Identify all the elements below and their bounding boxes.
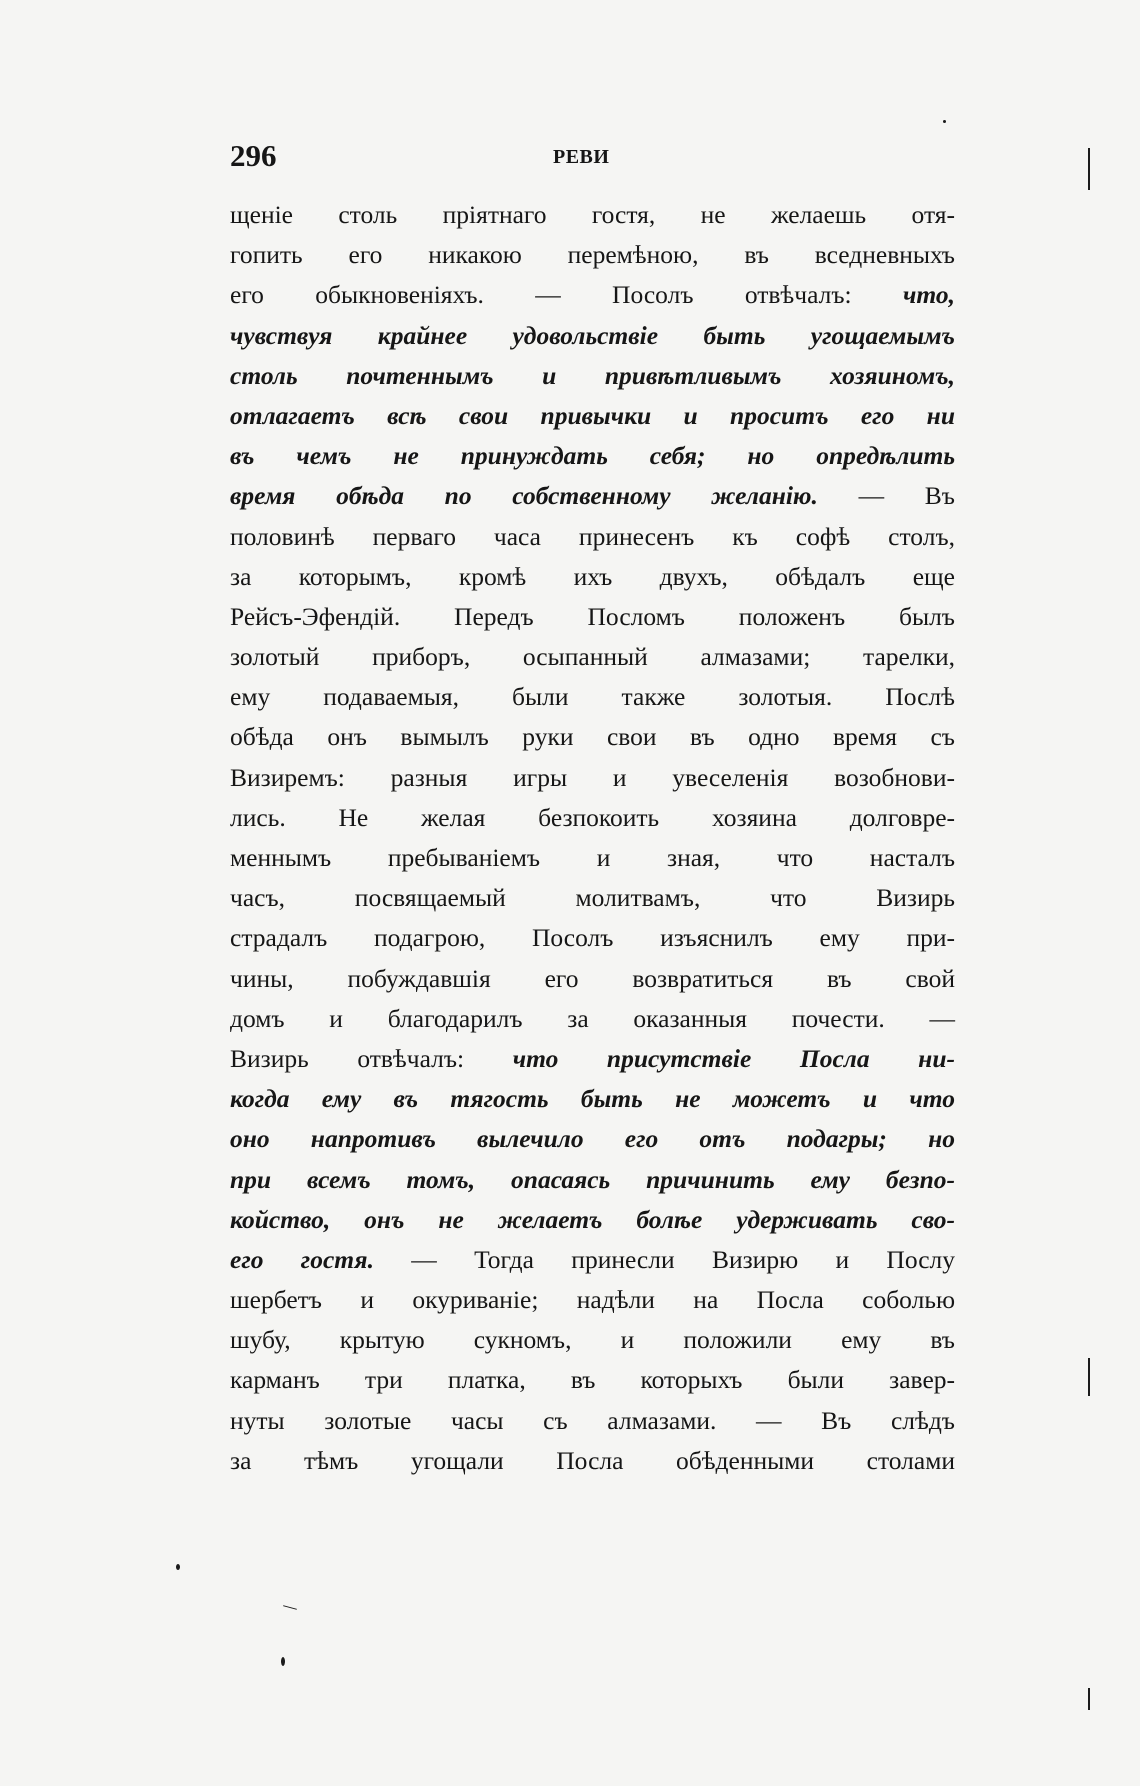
- scan-speck: [176, 1564, 180, 1570]
- italic-segment: при всемъ томъ, опасаясь причинить ему безпо-: [230, 1164, 955, 1194]
- page-number: 296: [230, 138, 277, 173]
- text-segment: нуты золотые часы съ алмазами. — Въ слѣдъ: [230, 1405, 955, 1435]
- text-segment: шербетъ и окуриваніе; надѣли на Посла соболью: [230, 1285, 955, 1315]
- text-line: [230, 597, 955, 637]
- text-line: [230, 798, 955, 838]
- text-line: [230, 1119, 955, 1159]
- text-segment: лись. Не желая безпокоить хозяина долговре-: [230, 802, 955, 832]
- text-segment: за тѣмъ угощали Посла обѣденными столами: [230, 1445, 955, 1475]
- text-line: [230, 717, 955, 757]
- text-line: [230, 1280, 955, 1320]
- body-text: [230, 195, 955, 1481]
- text-line: [230, 1079, 955, 1119]
- text-segment: половинѣ перваго часа принесенъ къ софѣ столъ,: [230, 521, 955, 551]
- italic-segment: время обѣда по собственному желанію.: [230, 481, 859, 511]
- running-head: РЕВИ: [553, 146, 610, 168]
- text-line: [230, 758, 955, 798]
- text-line: [230, 557, 955, 597]
- text-line: [230, 396, 955, 436]
- text-line: [230, 1320, 955, 1360]
- text-line: [230, 517, 955, 557]
- text-segment: страдалъ подагрою, Посолъ изъяснилъ ему при-: [230, 923, 955, 953]
- text-line: [230, 235, 955, 275]
- page-header: [230, 138, 955, 178]
- text-segment: шубу, крытую сукномъ, и положили ему въ: [230, 1325, 955, 1355]
- text-segment: щеніе столь пріятнаго гостя, не желаешь отя-: [230, 200, 955, 229]
- text-line: [230, 195, 955, 235]
- italic-segment: койство, онъ не желаетъ болѣе удерживать сво-: [230, 1204, 955, 1234]
- italic-segment: что,: [902, 280, 955, 310]
- text-segment: меннымъ пребываніемъ и зная, что насталъ: [230, 843, 955, 872]
- italic-segment: чувствуя крайнее удовольствіе быть угощаемымъ: [230, 320, 955, 350]
- text-line: [230, 1360, 955, 1400]
- italic-segment: въ чемъ не принуждать себя; но опредѣлить: [230, 441, 955, 471]
- text-segment: обѣда онъ вымылъ руки свои въ одно время съ: [230, 722, 955, 752]
- text-segment: карманъ три платка, въ которыхъ были завер-: [230, 1365, 955, 1395]
- text-line: [230, 838, 955, 878]
- text-segment: золотый приборъ, осыпанный алмазами; тарелки,: [230, 642, 955, 672]
- text-segment: Визирь отвѣчалъ:: [230, 1043, 513, 1073]
- text-segment: за которымъ, кромѣ ихъ двухъ, обѣдалъ еще: [230, 561, 955, 591]
- text-line: [230, 637, 955, 677]
- italic-segment: когда ему въ тягость быть не можетъ и что: [230, 1084, 955, 1114]
- text-line: [230, 1200, 955, 1240]
- text-line: [230, 275, 955, 315]
- italic-segment: что присутствіе Посла ни-: [512, 1043, 956, 1073]
- scan-mark: [1088, 148, 1090, 190]
- text-line: [230, 1160, 955, 1200]
- text-line: [230, 677, 955, 717]
- scan-mark: [1088, 1688, 1090, 1710]
- italic-segment: отлагаетъ всѣ свои привычки и проситъ его ни: [230, 400, 955, 430]
- text-line: [230, 356, 955, 396]
- text-line: [230, 918, 955, 958]
- text-segment: чины, побуждавшія его возвратиться въ свой: [230, 963, 955, 993]
- scan-mark: [1088, 1358, 1090, 1396]
- text-line: [230, 1039, 955, 1079]
- text-line: [230, 1441, 955, 1481]
- text-line: [230, 476, 955, 516]
- text-segment: гопить его никакою перемѣною, въ вседневныхъ: [230, 240, 955, 270]
- text-line: [230, 999, 955, 1039]
- italic-segment: оно напротивъ вылечило его отъ подагры; но: [230, 1124, 955, 1154]
- text-segment: домъ и благодарилъ за оказанныя почести. —: [230, 1003, 955, 1033]
- text-segment: ему подаваемыя, были также золотыя. Послѣ: [230, 682, 955, 712]
- text-segment: Визиремъ: разныя игры и увеселенія возобнови-: [230, 762, 955, 792]
- italic-segment: столь почтеннымъ и привѣтливымъ хозяиномъ,: [230, 360, 955, 390]
- text-segment: Рейсъ-Эфендій. Передъ Посломъ положенъ былъ: [230, 601, 955, 631]
- text-line: [230, 878, 955, 918]
- text-line: [230, 959, 955, 999]
- text-segment: — Тогда принесли Визирю и Послу: [411, 1244, 955, 1274]
- text-line: [230, 1240, 955, 1280]
- text-segment: часъ, посвящаемый молитвамъ, что Визирь: [230, 883, 955, 913]
- text-line: [230, 436, 955, 476]
- text-segment: — Въ: [858, 481, 955, 511]
- italic-segment: его гостя.: [230, 1244, 412, 1274]
- text-line: [230, 1401, 955, 1441]
- text-segment: его обыкновеніяхъ. — Посолъ отвѣчалъ:: [230, 280, 903, 310]
- scan-mark: [283, 1605, 297, 1610]
- scan-speck: [943, 120, 946, 123]
- scan-speck: [281, 1657, 285, 1666]
- text-line: [230, 316, 955, 356]
